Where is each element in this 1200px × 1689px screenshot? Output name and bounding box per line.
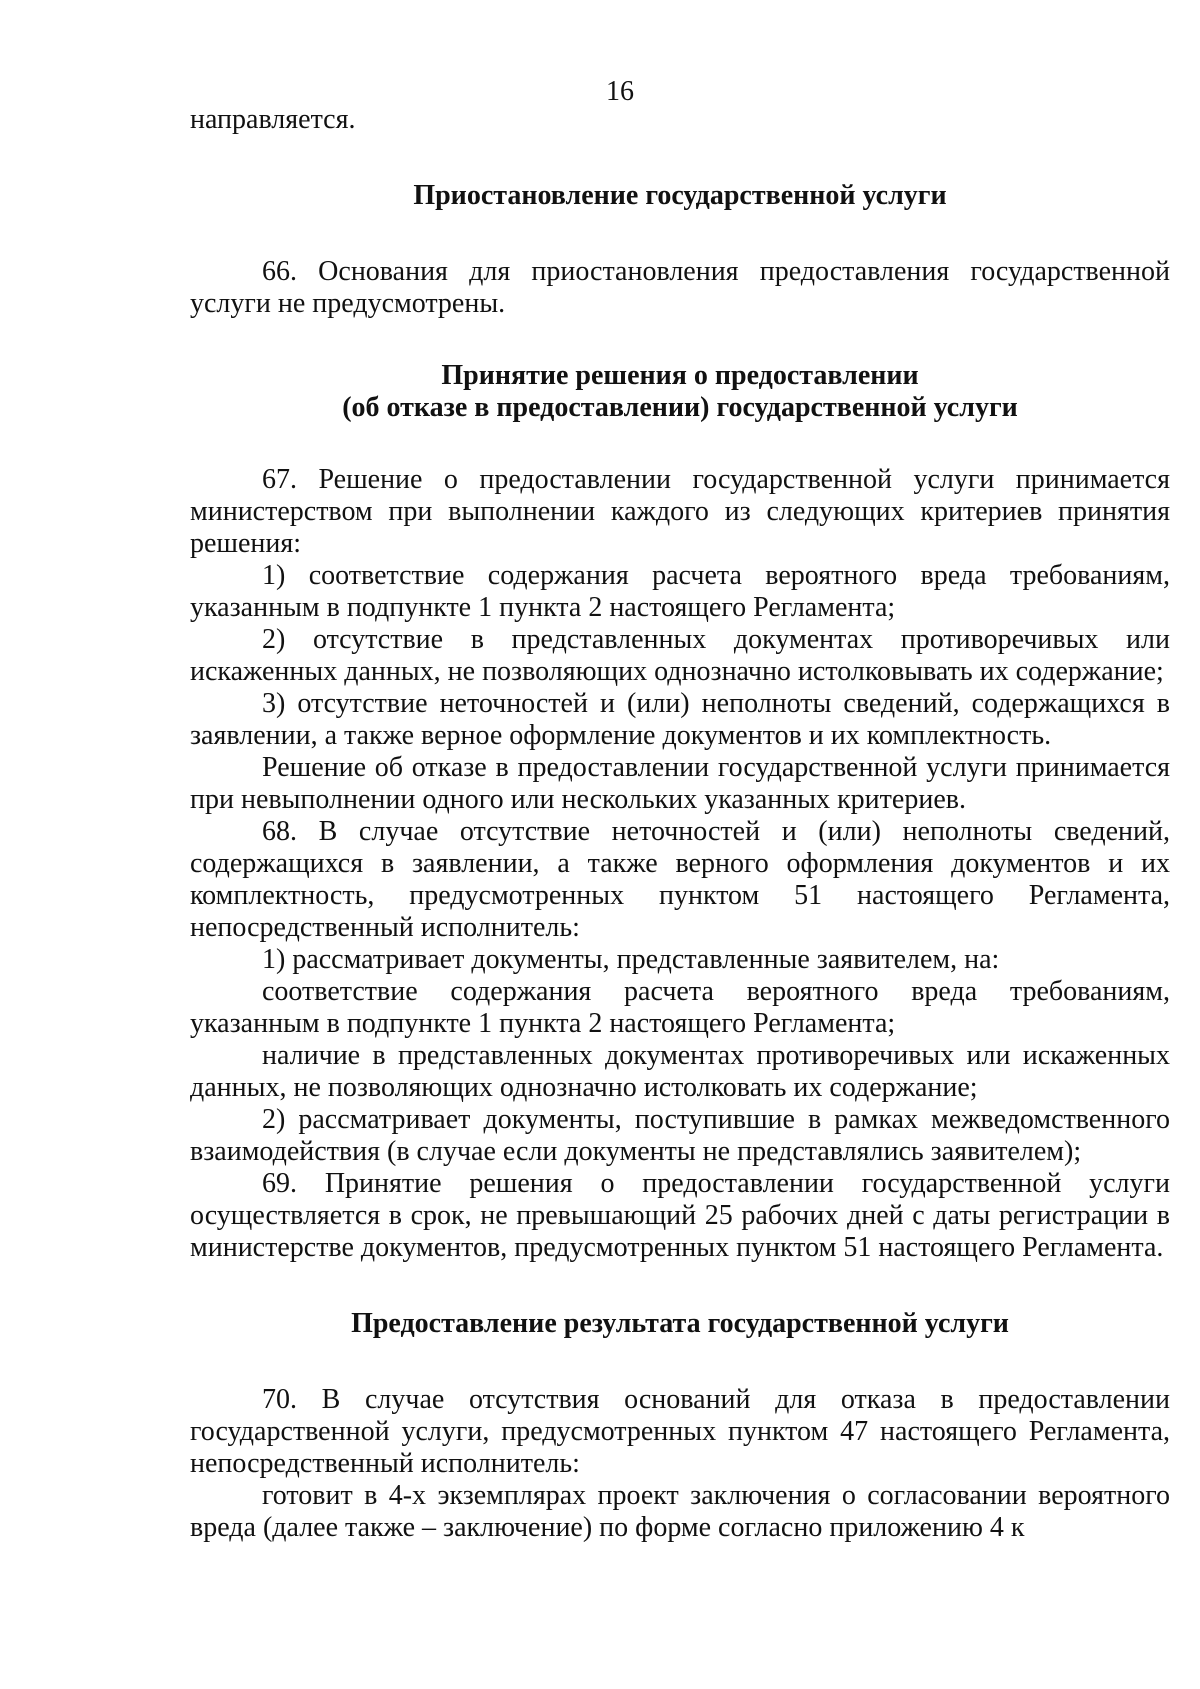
paragraph-68-item-2: 2) рассматривает документы, поступившие в рамках межведомственного взаимодействия (в случае если документы не представлялись заявителем);: [190, 1104, 1170, 1167]
page-number: 16: [606, 76, 634, 107]
section-heading-suspension: Приостановление государственной услуги: [413, 180, 947, 211]
paragraph-70: 70. В случае отсутствия оснований для отказа в предоставлении государственной услуги, предусмотренных пунктом 47 настоящего Регламента, непосредственный исполнитель:: [190, 1384, 1170, 1479]
paragraph-67-item-1: 1) соответствие содержания расчета вероятного вреда требованиям, указанным в подпункте 1 пункта 2 настоящего Регламента;: [190, 560, 1170, 623]
paragraph-68-item-1b: наличие в представленных документах противоречивых или искаженных данных, не позволяющих однозначно истолковать их содержание;: [190, 1040, 1170, 1103]
paragraph-68-item-1a: соответствие содержания расчета вероятного вреда требованиям, указанным в подпункте 1 пункта 2 настоящего Регламента;: [190, 976, 1170, 1039]
paragraph-70-item-1: готовит в 4-х экземплярах проект заключения о согласовании вероятного вреда (далее также – заключение) по форме согласно приложению 4 к: [190, 1480, 1170, 1543]
section-heading-decision-line2: (об отказе в предоставлении) государственной услуги: [342, 392, 1018, 423]
paragraph-continuation: направляется.: [190, 104, 356, 135]
paragraph-68: 68. В случае отсутствие неточностей и (или) неполноты сведений, содержащихся в заявлении, а также верного оформления документов и их комплектность, предусмотренных пунктом 51 настоящего Регламента, непосредственный исполнитель:: [190, 816, 1170, 943]
paragraph-66: 66. Основания для приостановления предоставления государственной услуги не предусмотрены.: [190, 256, 1170, 319]
paragraph-67-item-2: 2) отсутствие в представленных документах противоречивых или искаженных данных, не позволяющих однозначно истолковывать их содержание;: [190, 624, 1170, 687]
paragraph-67: 67. Решение о предоставлении государственной услуги принимается министерством при выполнении каждого из следующих критериев принятия решения:: [190, 464, 1170, 559]
paragraph-67-item-3: 3) отсутствие неточностей и (или) неполноты сведений, содержащихся в заявлении, а также верное оформление документов и их комплектность.: [190, 688, 1170, 751]
paragraph-69: 69. Принятие решения о предоставлении государственной услуги осуществляется в срок, не превышающий 25 рабочих дней с даты регистрации в министерстве документов, предусмотренных пунктом 51 настоящего Регламента.: [190, 1168, 1170, 1263]
paragraph-67-refusal: Решение об отказе в предоставлении государственной услуги принимается при невыполнении одного или нескольких указанных критериев.: [190, 752, 1170, 815]
text-body: [190, 104, 1170, 1544]
section-heading-result: Предоставление результата государственной услуги: [351, 1308, 1009, 1339]
section-heading-decision-line1: Принятие решения о предоставлении: [441, 360, 919, 391]
section-heading-decision: [190, 360, 1170, 424]
paragraph-68-item-1: 1) рассматривает документы, представленные заявителем, на:: [262, 944, 1000, 975]
